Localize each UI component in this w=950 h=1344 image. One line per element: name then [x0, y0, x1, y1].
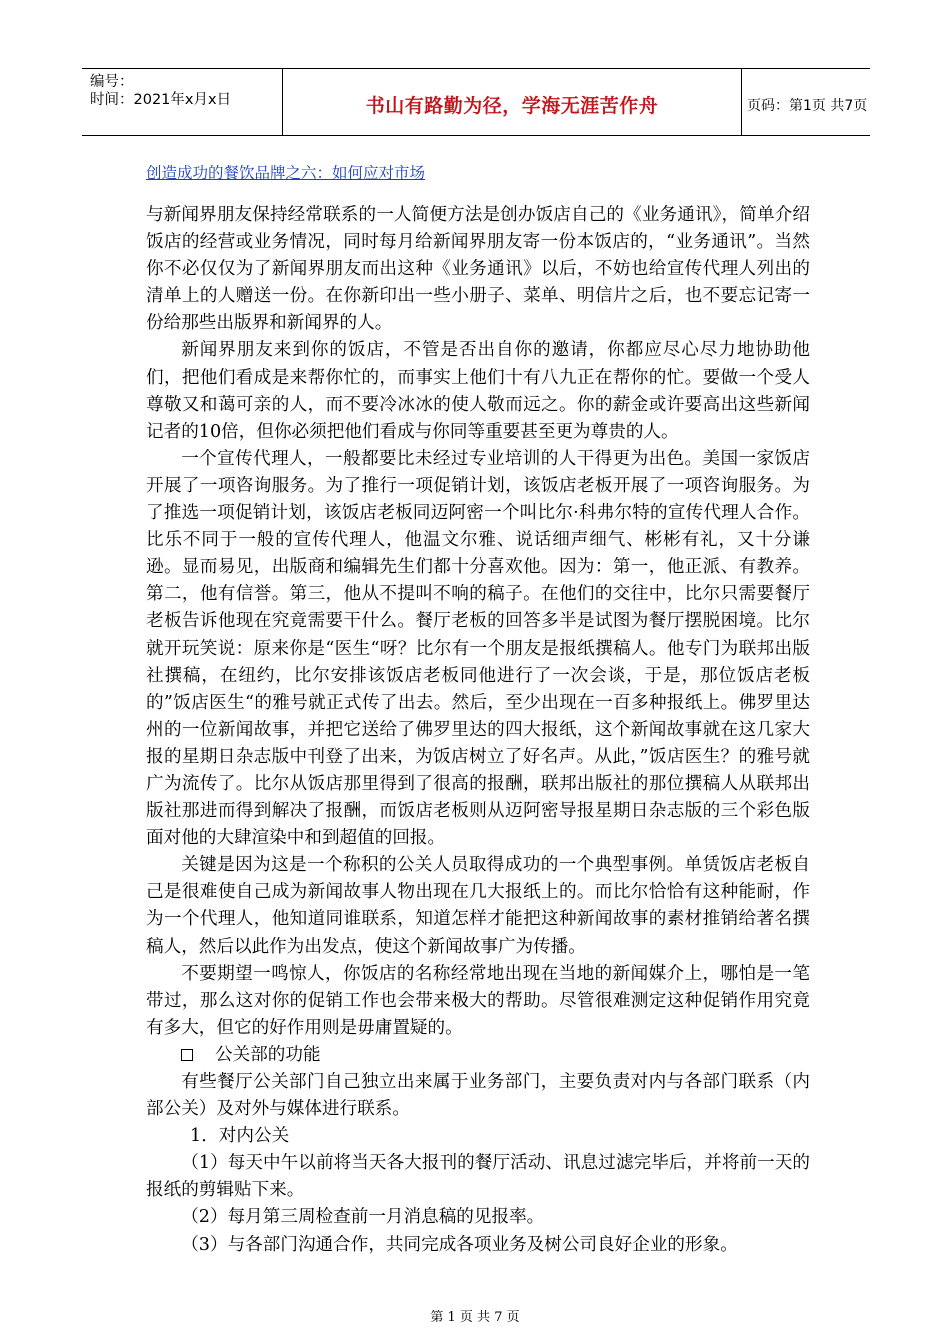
header-motto: 书山有路勤为径，学海无涯苦作舟 [365, 95, 659, 117]
body-paragraph: 与新闻界朋友保持经常联系的一人简便方法是创办饭店自己的《业务通讯》，简单介绍饭店的经营或业务情况，同时每月给新闻界朋友寄一份本饭店的，“业务通讯”。当然你不必仅仅为了新闻界朋友而出这种《业务通讯》以后，不妨也给宣传代理人列出的清单上的人赠送一份。在你新印出一些小册子、菜单、明信片之后，也不要忘记寄一份给那些出版界和新闻界的人。 [146, 205, 810, 334]
document-body [146, 202, 810, 1259]
body-paragraph: 新闻界朋友来到你的饭店，不管是否出自你的邀请，你都应尽心尽力地协助他们，把他们看成是来帮你忙的，而事实上他们十有八九正在帮你的忙。要做一个受人尊敬又和蔼可亲的人，而不要冷冰冰的使人敬而远之。你的薪金或许要高出这些新闻记者的10倍，但你必须把他们看成与你同等重要甚至更为尊贵的人。 [146, 340, 810, 442]
list-item: （1）每天中午以前将当天各大报刊的餐厅活动、讯息过滤完毕后，并将前一天的报纸的剪辑贴下来。 [146, 1153, 810, 1201]
body-paragraph: 不要期望一鸣惊人，你饭店的名称经常地出现在当地的新闻媒介上，哪怕是一笔带过，那么这对你的促销工作也会带来极大的帮助。尽管很难测定这种促销作用究竟有多大，但它的好作用则是毋庸置疑的。 [146, 963, 810, 1038]
header-page-label: 页码：第1页 共7页 [747, 98, 868, 114]
section-paragraph: 有些餐厅公关部门自己独立出来属于业务部门，主要负责对内与各部门联系（内部公关）及对外与媒体进行联系。 [146, 1072, 810, 1120]
checkbox-icon [181, 1049, 193, 1061]
section-heading: 公关部的功能 [215, 1044, 321, 1065]
body-paragraph: 一个宣传代理人，一般都要比未经过专业培训的人干得更为出色。美国一家饭店开展了一项咨询服务。为了推行一项促销计划，该饭店老板开展了一项咨询服务。为了推选一项促销计划，该饭店老板同迈阿密一个叫比尔·科弗尔特的宣传代理人合作。比乐不同于一般的宣传代理人，他温文尔雅、说话细声细气、彬彬有礼，又十分谦逊。显而易见，出版商和编辑先生们都十分喜欢他。因为：第一，他正派、有教养。第二，他有信誉。第三，他从不提叫不响的稿子。在他们的交往中，比尔只需要餐厅老板告诉他现在究竟需要干什么。餐厅老板的回答多半是试图为餐厅摆脱困境。比尔就开玩笑说：原来你是“医生“呀？比尔有一个朋友是报纸撰稿人。他专门为联邦出版社撰稿，在纽约，比尔安排该饭店老板同他进行了一次会谈，于是，那位饭店老板的”饭店医生“的雅号就正式传了出去。然后，至少出现在一百多种报纸上。佛罗里达州的一位新闻故事，并把它送给了佛罗里达的四大报纸，这个新闻故事就在这几家大报的星期日杂志版中刊登了出来，为饭店树立了好名声。从此，”饭店医生？的雅号就广为流传了。比尔从饭店那里得到了很高的报酬，联邦出版社的那位撰稿人从联邦出版社那进而得到解决了报酬，而饭店老板则从迈阿密导报星期日杂志版的三个彩色版面对他的大肆渲染中和到超值的回报。 [146, 448, 810, 849]
document-number-label: 编号： [90, 74, 134, 90]
document-time-label: 时间：2021年x月x日 [90, 92, 232, 108]
document-title-link[interactable]: 创造成功的餐饮品牌之六：如何应对市场 [146, 164, 426, 182]
section-heading-row [146, 1042, 810, 1069]
header-meta-cell [82, 69, 282, 135]
body-paragraph: 关键是因为这是一个称积的公关人员取得成功的一个典型事例。单赁饭店老板自己是很难使自己成为新闻故事人物出现在几大报纸上的。而比尔恰恰有这种能耐，作为一个代理人，他知道同谁联系，知道怎样才能把这种新闻故事的素材推销给著名撰稿人，然后以此作为出发点，使这个新闻故事广为传播。 [146, 855, 810, 957]
header-motto-cell [282, 69, 742, 135]
page-footer: 第 1 页 共 7 页 [430, 1310, 520, 1325]
document-header [82, 68, 870, 136]
header-page-cell [741, 69, 870, 135]
list-item: （2）每月第三周检查前一月消息稿的见报率。 [181, 1207, 545, 1228]
list-item: （3）与各部门沟通合作，共同完成各项业务及树公司良好企业的形象。 [181, 1234, 738, 1255]
sub-heading: 1．对内公关 [190, 1126, 290, 1147]
